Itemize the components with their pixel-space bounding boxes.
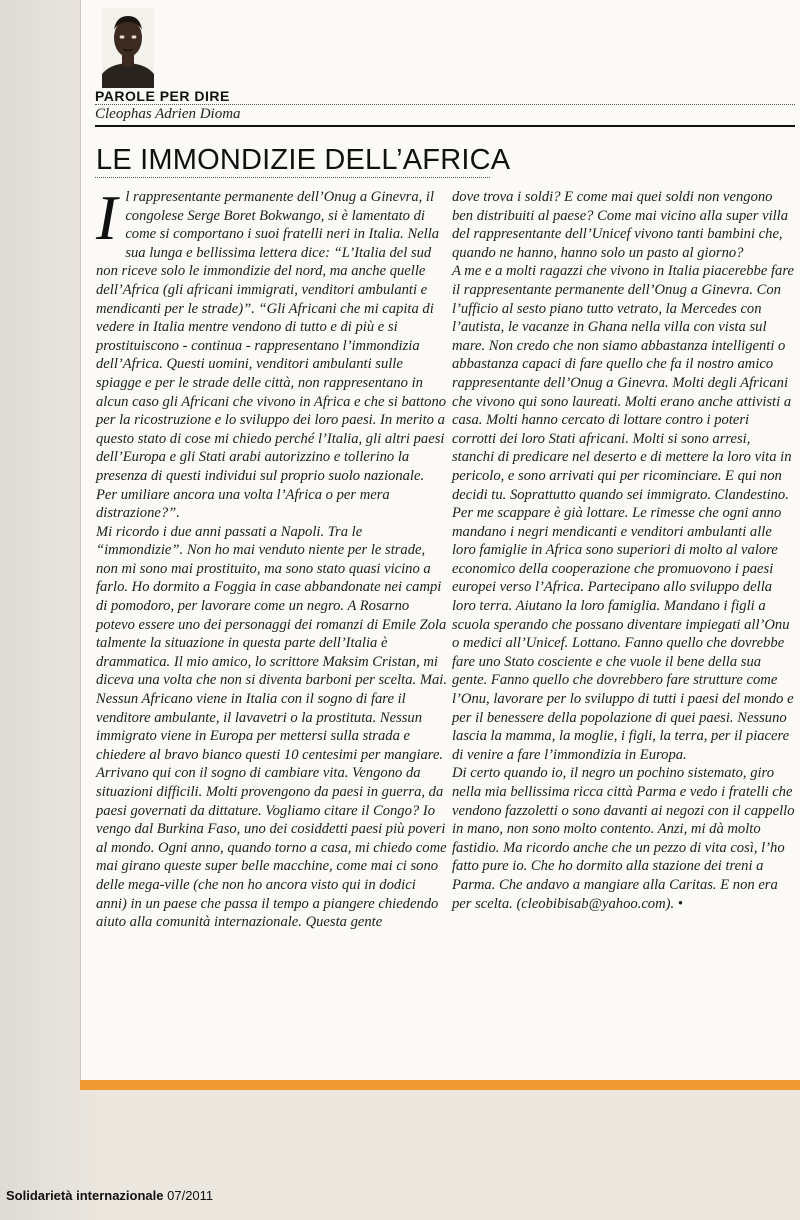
bottom-accent-rule bbox=[80, 1080, 800, 1090]
drop-cap: I bbox=[96, 182, 118, 253]
author-name: Cleophas Adrien Dioma bbox=[95, 106, 241, 122]
paragraph-text: l rappresentante permanente dell’Onug a Ginevra, il congolese Serge Boret Bokwango, si è lamentato di come si comportano i suoi fratelli neri in Italia. Nella sua lunga e bellissima lettera dice: “L’Italia del sud non riceve solo le immondizie del nord, ma anche quelle dell’Africa (gli africani immigrati, venditori ambulanti e mendicanti per le strade)”. “Gli Africani che mi capita di vedere in Italia mentre vendono di tutto e di più e si prostituiscono - continua - rappresentano l’immondizia dell’Africa. Questi uomini, venditori ambulanti sulle spiagge e per le strade delle città, non rappresentano in alcun caso gli Africani che vivono in Africa e che si battono per la ricostruzione e lo sviluppo dei loro paesi. In merito a questo stato di cose mi chiedo perché l’Italia, gli altri paesi dell’Europa e gli Stati arabi autorizzino e tollerino la presenza di questi individui sul proprio suolo nazionale. Per umiliare ancora una volta l’Africa o per mera distrazione?”. bbox=[96, 189, 447, 522]
magazine-name: Solidarietà internazionale bbox=[6, 1188, 164, 1203]
article-title: LE IMMONDIZIE DELL’AFRICA bbox=[96, 144, 511, 176]
article-paragraph: dove trova i soldi? E come mai quei soldi non vengono ben distribuiti al paese? Come mai vicino alla super villa del rappresentante dell’Unicef vivono tanti bambini che, quando ne hanno, hanno solo un pasto al giorno? bbox=[452, 189, 789, 261]
author-portrait-icon bbox=[102, 8, 154, 88]
article-column-2 bbox=[452, 188, 796, 913]
issue-number: 07/2011 bbox=[167, 1188, 214, 1203]
article-paragraph bbox=[96, 182, 448, 523]
article-paragraph: Per me scappare è già lottare. Le rimesse che ogni anno mandano i negri mendicanti e venditori ambulanti alle loro famiglie in Africa sono superiori di molto al valore economico della cooperazione che promuovono i paesi europei verso l’Africa. Partecipano allo sviluppo della loro terra. Aiutano la loro famiglia. Mandano i figli a scuola sperando che possano diventare impiegati all’Onu o medici all’Unicef. Lottano. Fanno quello che dovrebbe fare uno Stato cosciente e che vuole il bene della sua gente. Fanno quello che dovrebbero fare strutture come l’Onu, lavorare per lo sviluppo di tutti i paesi del mondo e per il benessere della popolazione di quei paesi. Nessuno lascia la mamma, la moglie, i figli, la terra, per il piacere di venire a fare l’immondizia in Europa. bbox=[452, 505, 794, 763]
column-label-rule bbox=[95, 104, 795, 105]
article-paragraph: Mi ricordo i due anni passati a Napoli. Tra le “immondizie”. Non ho mai venduto niente per le strade, non mi sono mai prostituito, ma sono stato quasi vicino a farlo. Ho dormito a Foggia in case abbandonate nei campi di pomodoro, per lavorare come un negro. A Rosarno potevo essere uno dei personaggi dei romanzi di Emile Zola talmente la situazione in questa parte dell’Italia è drammatica. Il mio amico, lo scrittore Maksim Cristan, mi diceva una volta che non si diventa barboni per scelta. Mai. Nessun Africano viene in Italia con il sogno di fare il venditore ambulante, il lavavetri o la prostituta. Nessun immigrato viene in Europa per mettersi sulla strada e chiedere al bravo bianco questi 10 centesimi per mangiare. Arrivano qui con il sogno di cambiare vita. Vengono da situazioni difficili. Molti provengono da paesi in guerra, da paesi governati da dittature. Vogliamo citare il Congo? Io vengo dal Burkina Faso, uno dei cosiddetti paesi più poveri al mondo. Ogni anno, quando torno a casa, mi chiedo come mai girano queste super belle macchine, come mai ci sono delle mega-ville (che non ho ancora visto qui in dodici anni) in un paese che passa il tempo a piangere chiedendo aiuto alla comunità internazionale. Questa gente bbox=[96, 523, 447, 931]
page-footer bbox=[6, 1188, 213, 1203]
column-label: PAROLE PER DIRE bbox=[95, 88, 230, 104]
title-rule bbox=[95, 125, 795, 127]
title-underline bbox=[95, 177, 490, 178]
article-paragraph: A me e a molti ragazzi che vivono in Italia piacerebbe fare il rappresentante permanente dell’Onug a Ginevra. Con l’ufficio al sesto piano tutto vetrato, la Mercedes con l’autista, le vacanze in Ghana nella villa con vista sul mare. Non credo che non siamo abbastanza intelligenti o abbastanza capaci di fare quello che fa il nostro amico rappresentante dell’Onug a Ginevra. Molti degli Africani che vivono qui sono laureati. Molti erano anche attivisti a casa. Molti hanno cercato di lottare contro i poteri corrotti dei loro Stati africani. Molti si sono arresi, stanchi di predicare nel deserto e di mettere la loro vita in pericolo, e sono arrivati qui per ricominciare. E qui non decidi tu. Soprattutto quando sei immigrato. Clandestino. bbox=[452, 263, 794, 503]
article-column-1 bbox=[96, 182, 448, 932]
article-paragraph: Di certo quando io, il negro un pochino sistemato, giro nella mia bellissima ricca città Parma e vedo i fratelli che vendono fazzoletti o sono davanti ai negozi con il cappello in mano, non sono molto contento. Anzi, mi dà molto fastidio. Ma ricordo anche che un pezzo di vita così, l’ho fatto pure io. Che ho dormito alla stazione dei treni a Parma. Che andavo a mangiare alla Caritas. E non era per scelta. (cleobibisab@yahoo.com). • bbox=[452, 765, 795, 912]
